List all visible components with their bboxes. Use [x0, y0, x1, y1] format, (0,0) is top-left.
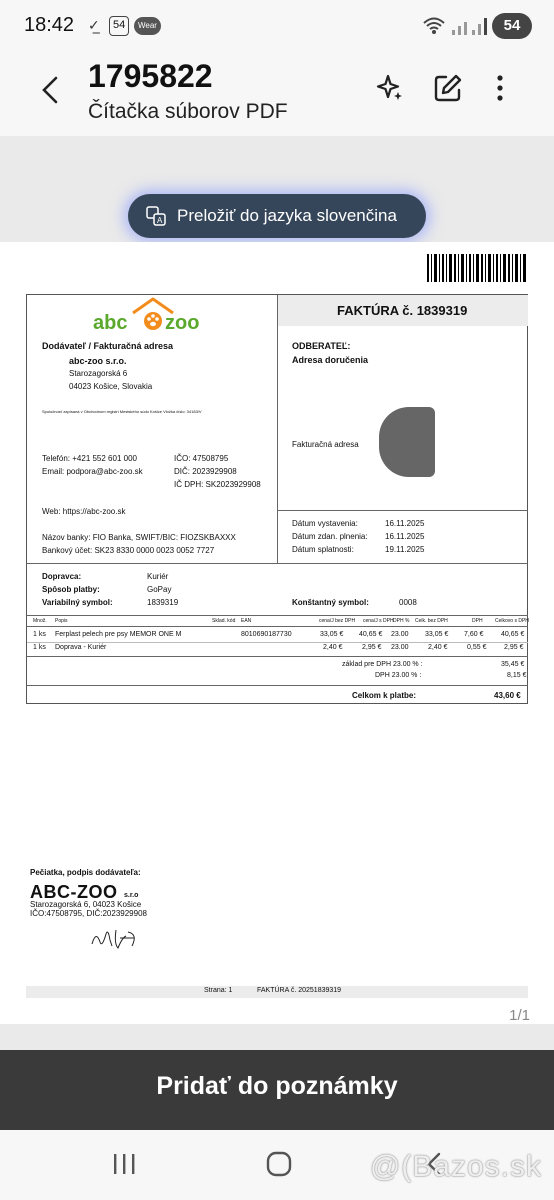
- more-options-icon[interactable]: [484, 72, 516, 104]
- th-vat-rate: DPH %: [393, 618, 410, 624]
- payment-label: Spôsob platby:: [42, 585, 100, 594]
- back-arrow-icon[interactable]: [34, 72, 70, 108]
- document-bottom-margin: [0, 1024, 554, 1050]
- th-unit-gross: cena/J s DPH: [363, 618, 394, 624]
- recent-apps-icon[interactable]: [110, 1152, 138, 1176]
- total-value: 43,60 €: [494, 691, 521, 700]
- total-label: Celkom k platbe:: [352, 691, 417, 700]
- svg-text:A: A: [157, 216, 163, 225]
- registry-note: Spoločnosť zapísaná v Obchodnom registri Mestského súdu Košice Vložka číslo: 34183/V: [42, 409, 202, 414]
- status-time: 18:42: [24, 14, 75, 36]
- signal-icon: [450, 16, 490, 36]
- stamp-company-name: ABC-ZOO: [30, 882, 118, 902]
- date-issued-value: 16.11.2025: [385, 519, 425, 528]
- wifi-icon: [422, 16, 446, 36]
- supplier-ico: IČO: 47508795: [174, 454, 229, 463]
- page-title: 1795822: [88, 58, 213, 94]
- barcode-image: [427, 254, 527, 282]
- vat-base-label: základ pre DPH 23.00 % :: [342, 661, 423, 668]
- th-total-net: Celk. bez DPH: [415, 618, 448, 624]
- th-qty: Množ.: [33, 618, 47, 624]
- supplier-heading: Dodávateľ / Fakturačná adresa: [42, 341, 174, 351]
- stamp-label: Pečiatka, podpis dodávateľa:: [30, 868, 141, 877]
- vs-value: 1839319: [147, 598, 179, 607]
- home-icon[interactable]: [264, 1150, 294, 1178]
- supplier-city: 04023 Košice, Slovakia: [69, 382, 153, 391]
- translate-button-label: Preložiť do jazyka slovenčina: [177, 206, 397, 225]
- buyer-heading: ODBERATEĽ:: [292, 341, 351, 351]
- carrier-label: Dopravca:: [42, 572, 82, 581]
- pdf-footer: [26, 986, 528, 998]
- billing-address-label: Fakturačná adresa: [292, 440, 359, 449]
- check-download-icon: ✓̲: [88, 17, 100, 33]
- notification-count-badge: 54: [109, 16, 129, 36]
- vat-base-value: 35,45 €: [501, 661, 525, 668]
- edit-icon[interactable]: [432, 72, 464, 104]
- vat-amount-value: 8,15 €: [507, 672, 527, 679]
- supplier-street: Starozagorská 6: [69, 369, 128, 378]
- invoice-frame: abc zoo FAKTÚRA č. 1839319 Dodávateľ / Fakturačná adresa abc-zoo s.r.o. Starozagorská 6 04023 Košice, Slovakia Spoločnosť zapísaná v Obchodnom registri Mestského súdu Košice Vložka číslo: 34183/V Telefón: +421 552 601 000 Email: podpora@abc-zoo.sk IČO: 47508795 DIČ: 2023929908 IČ DPH: SK2023929908 Web: https://abc-zoo.sk Názov banky: FIO Banka, SWIFT/BIC: FIOZSKBAXXX Bankový účet: SK23 8330 0000 0023 0052 7727 ODBERATEĽ: Adresa doručenia Fakturačná adresa Dátum vystavenia: 16.11.2025 Dátum zdan. plnenia: 16.11.2025 Dátum splatnosti: 19.11.2025 Dopravca: Kuriér Spôsob platby: GoPay Variabilný symbol: 1839319 Konštantný symbol: 0008 Množ. Popis Sklad. kód EAN cena/J bez DPH cena/J s DPH DPH % Celk. bez DPH DPH Celkovo s DPH 1 ks Ferplast pelech pre psy MEMOR ONE M 8010690187730 33,05 € 40,65 € 23.00 33,05 € 7,60 € 40,65 € 1 ks Doprava - Kuriér 2,40 € 2,95 € 23.00 2,40 € 0,55 € 2,95 € základ pre DPH 23.00 % : 35,45 € DPH 23.00 % : 8,15 € Celkom k platbe: 43,60 €: [26, 294, 528, 704]
- logo-text-abc: abc: [93, 312, 128, 333]
- battery-indicator: 54: [492, 13, 532, 39]
- ks-value: 0008: [399, 598, 417, 607]
- th-unit-net: cena/J bez DPH: [319, 618, 356, 624]
- payment-value: GoPay: [147, 585, 172, 594]
- th-vat: DPH: [472, 618, 483, 624]
- th-sku: Sklad. kód: [212, 618, 236, 624]
- date-due-label: Dátum splatnosti:: [292, 545, 354, 554]
- th-desc: Popis: [55, 618, 68, 624]
- ai-sparkle-icon[interactable]: [374, 72, 406, 104]
- bank-name: Názov banky: FIO Banka, SWIFT/BIC: FIOZSKBAXXX: [42, 533, 236, 542]
- vat-amount-label: DPH 23.00 % :: [375, 672, 422, 679]
- footer-invoice-ref: FAKTÚRA č. 20251839319: [257, 987, 342, 994]
- supplier-name: abc-zoo s.r.o.: [69, 356, 127, 366]
- supplier-dic: DIČ: 2023929908: [174, 467, 237, 476]
- th-ean: EAN: [241, 618, 252, 624]
- page-subtitle: Čítačka súborov PDF: [88, 100, 288, 123]
- ks-label: Konštantný symbol:: [292, 598, 369, 607]
- date-due-value: 19.11.2025: [385, 545, 425, 554]
- th-total-gross: Celkovo s DPH: [495, 618, 529, 624]
- page-indicator: 1/1: [509, 1007, 530, 1024]
- stamp-address: Starozagorská 6, 04023 Košice: [30, 900, 142, 909]
- wear-badge: Wear: [134, 17, 161, 35]
- supplier-icdph: IČ DPH: SK2023929908: [174, 480, 261, 489]
- footer-page: Strana: 1: [204, 987, 233, 994]
- bank-account: Bankový účet: SK23 8330 0000 0023 0052 7727: [42, 546, 215, 555]
- status-bar: [0, 0, 554, 52]
- stamp-sro: s.r.o: [124, 892, 139, 899]
- date-issued-label: Dátum vystavenia:: [292, 519, 358, 528]
- supplier-web: Web: https://abc-zoo.sk: [42, 507, 126, 516]
- translate-icon: [146, 206, 166, 226]
- vs-label: Variabilný symbol:: [42, 598, 113, 607]
- supplier-email: Email: podpora@abc-zoo.sk: [42, 467, 143, 476]
- translate-button[interactable]: [128, 194, 426, 238]
- app-bar: [0, 52, 554, 136]
- date-taxable-label: Dátum zdan. plnenia:: [292, 532, 368, 541]
- signature-image: [88, 924, 142, 952]
- add-to-notes-button[interactable]: Pridať do poznámky: [0, 1050, 554, 1130]
- logo-text-zoo: zoo: [165, 312, 200, 333]
- stamp-ids: IČO:47508795, DIČ:2023929908: [30, 909, 147, 918]
- carrier-value: Kuriér: [147, 572, 169, 581]
- delivery-address-label: Adresa doručenia: [292, 355, 369, 365]
- redacted-address-blob: [379, 407, 435, 477]
- abc-zoo-logo: [91, 297, 215, 333]
- bazos-watermark: @(Bazos.sk: [369, 1150, 542, 1183]
- supplier-phone: Telefón: +421 552 601 000: [42, 454, 137, 463]
- invoice-title: FAKTÚRA č. 1839319: [337, 303, 468, 318]
- date-taxable-value: 16.11.2025: [385, 532, 425, 541]
